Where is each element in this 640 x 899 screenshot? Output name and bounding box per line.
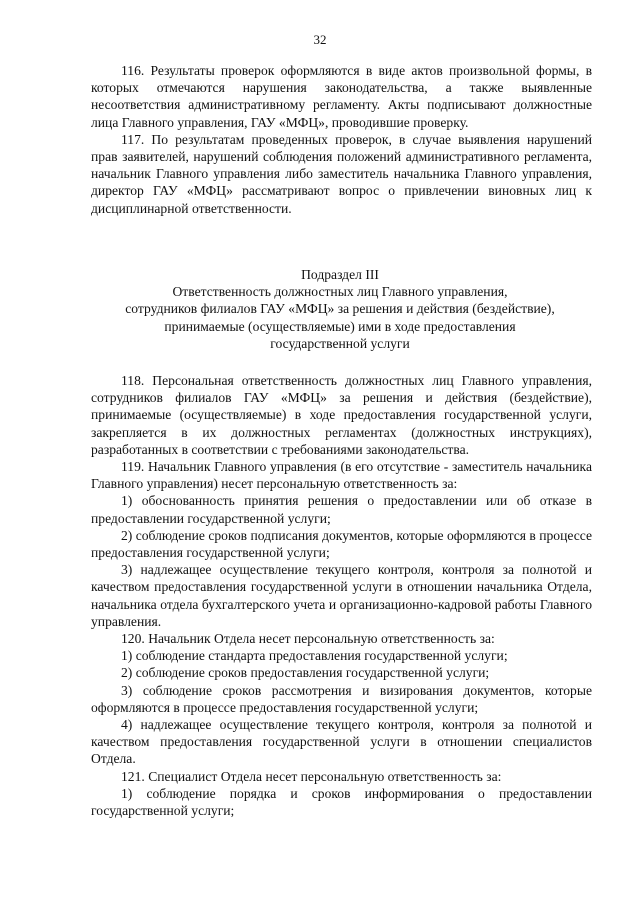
list-item: 1) обоснованность принятия решения о предоставлении или об отказе в предоставлении государственной услуги;: [91, 493, 592, 526]
list-item: 3) соблюдение сроков рассмотрения и визирования документов, которые оформляются в процессе предоставления государственной услуги;: [91, 682, 592, 715]
paragraph-120: 120. Начальник Отдела несет персональную ответственность за:: [121, 631, 495, 647]
list-item: 1) соблюдение стандарта предоставления государственной услуги;: [121, 648, 508, 664]
subsection-title-line: принимаемые (осуществляемые) ими в ходе предоставления: [164, 318, 516, 334]
subsection-label: Подраздел III: [301, 267, 379, 282]
list-item: 2) соблюдение сроков подписания документов, которые оформляются в процессе предоставления государственной услуги;: [91, 527, 592, 561]
list-item: 2) соблюдение сроков предоставления государственной услуги;: [121, 665, 490, 681]
paragraph-116: 116. Результаты проверок оформляются в виде актов произвольной формы, в которых отмечаются нарушения законодательства, а также выявленные несоответствия административному регламенту. Акты подписывают должностные лица Главного управления, ГАУ «МФЦ», проводившие проверку.: [91, 63, 592, 130]
paragraph-121: 121. Специалист Отдела несет персональную ответственность за:: [121, 768, 502, 784]
paragraph-118: 118. Персональная ответственность должностных лиц Главного управления, сотрудников филиалов ГАУ «МФЦ» за решения и действия (бездействие), принимаемые (осуществляемые) в ходе предоставления государственной услуги, закрепляется в их должностных регламентах (должностных инструкциях), разработанных в соответствии с требованиями законодательства.: [91, 373, 592, 457]
list-item: 3) надлежащее осуществление текущего контроля, контроля за полнотой и качеством предоставления государственной услуги в отношении начальника Отдела, начальника отдела бухгалтерского учета и организационно-кадровой работы Главного управления.: [91, 562, 592, 629]
subsection-title-line: сотрудников филиалов ГАУ «МФЦ» за решения и действия (бездействие),: [125, 301, 555, 317]
paragraphs-top: [91, 62, 592, 217]
subsection-title-line: Ответственность должностных лиц Главного управления,: [172, 284, 508, 300]
list-item: 4) надлежащее осуществление текущего контроля, контроля за полнотой и качеством предоставления государственной услуги в отношении специалистов Отдела.: [91, 717, 592, 767]
subsection-heading: [80, 266, 600, 352]
list-item: 1) соблюдение порядка и сроков информирования о предоставлении государственной услуги;: [91, 785, 592, 819]
paragraph-117: 117. По результатам проведенных проверок, в случае выявления нарушений прав заявителей, нарушений соблюдения положений административного регламента, начальник Главного управления либо заместитель начальника Главного управления, директор ГАУ «МФЦ» рассматривают вопрос о привлечении виновных лиц к дисциплинарной ответственности.: [91, 131, 592, 216]
paragraphs-bottom: [91, 372, 592, 819]
subsection-title-line: государственной услуги: [270, 335, 410, 351]
page-number: 32: [313, 32, 327, 47]
paragraph-119: 119. Начальник Главного управления (в его отсутствие - заместитель начальника Главного управления) несет персональную ответственность за:: [91, 459, 592, 492]
